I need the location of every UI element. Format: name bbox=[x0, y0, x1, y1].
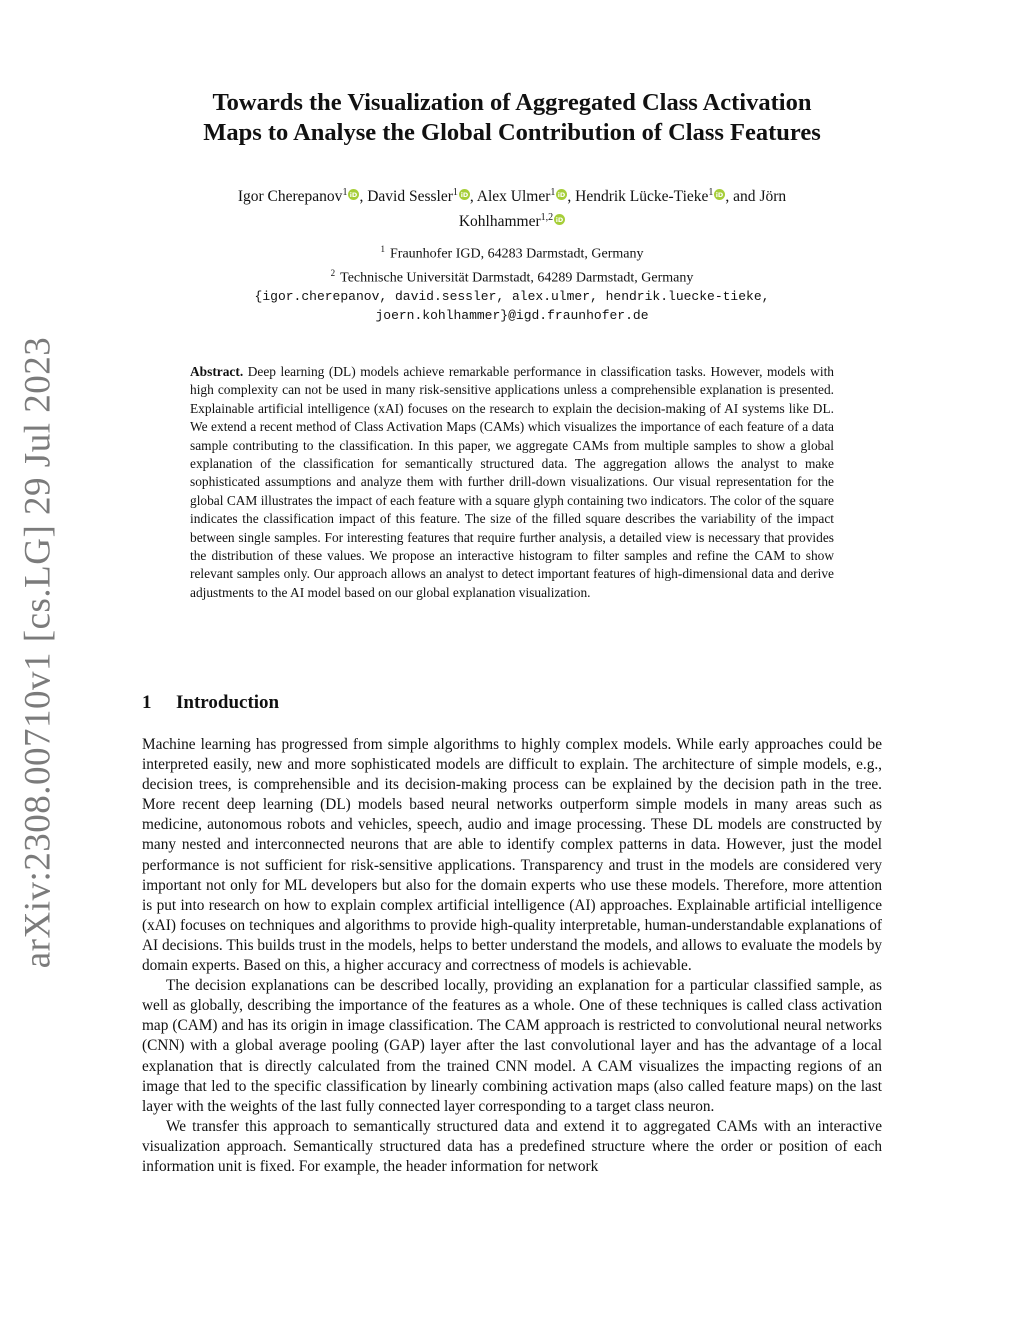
email-line-1[interactable]: {igor.cherepanov, david.sessler, alex.ulmer, hendrik.luecke-tieke, bbox=[254, 289, 770, 305]
author-name: David Sessler bbox=[367, 188, 453, 206]
title-line-2: Maps to Analyse the Global Contribution of Class Features bbox=[203, 119, 821, 146]
section-heading-introduction bbox=[142, 691, 542, 715]
affiliation bbox=[170, 240, 854, 264]
author-affiliation-mark: 1,2 bbox=[540, 212, 554, 224]
author bbox=[367, 188, 470, 205]
paragraph: We transfer this approach to semantically structured data and extend it to aggregated CAMs with an interactive visualization approach. Semantically structured data has a predefined structure where the order or position of each information unit is fixed. For example, the header information for network bbox=[142, 1117, 882, 1175]
orcid-icon[interactable] bbox=[348, 189, 359, 200]
affiliation-block bbox=[170, 240, 854, 325]
arxiv-identifier-stamp bbox=[12, 336, 64, 969]
author-name: Alex Ulmer bbox=[476, 188, 551, 206]
author-affiliation-mark: 1 bbox=[550, 187, 556, 198]
orcid-icon[interactable] bbox=[459, 189, 470, 200]
email-users: joern.kohlhammer} bbox=[375, 307, 509, 323]
author-name-last-first: Jörn bbox=[759, 188, 787, 206]
email-domain: @igd.fraunhofer.de bbox=[508, 307, 649, 323]
author-affiliation-mark: 1 bbox=[342, 187, 348, 198]
author bbox=[238, 188, 360, 205]
svg-text:iD: iD bbox=[716, 191, 724, 200]
abstract bbox=[190, 363, 834, 602]
introduction-body bbox=[142, 735, 882, 1177]
author bbox=[575, 188, 725, 205]
orcid-icon[interactable] bbox=[554, 214, 565, 225]
paragraph: Machine learning has progressed from simple algorithms to highly complex models. While early approaches could be interpreted easily, new and more sophisticated models are difficult to explain. The architecture of simple models, e.g., decision trees, is comprehensible and its decision-making process can be explained by the decision path in the tree. More recent deep learning (DL) models based neural networks outperform simple models in many areas such as medicine, autonomous robots and vehicles, speech, audio and image processing. These DL models are constructed by many nested and interconnected neurons that are able to identify complex patterns in data. However, just the model performance is not sufficient for risk-sensitive applications. Transparency and trust in the models are considered very important not only for ML developers but also for the domain experts who use these models. Therefore, more attention is put into research on how to explain complex artificial intelligence (AI) approaches. Explainable artificial intelligence (xAI) focuses on techniques and algorithms to provide high-quality interpretable, human-understandable explanations of AI decisions. This builds trust in the models, helps to better understand the models, and allows to evaluate the models by domain experts. Based on this, a higher accuracy and correctness of models is achievable. bbox=[142, 736, 882, 975]
author-name-last-rest: Kohlhammer bbox=[458, 213, 541, 231]
orcid-icon[interactable] bbox=[714, 189, 725, 200]
svg-text:iD: iD bbox=[350, 191, 358, 200]
author-separator: , bbox=[469, 188, 477, 206]
author-affiliation-mark: 1 bbox=[452, 187, 458, 198]
abstract-label: Abstract. bbox=[190, 364, 244, 379]
author-name: Hendrik Lücke-Tieke bbox=[575, 188, 709, 206]
section-number: 1 bbox=[142, 692, 152, 713]
title-line-1: Towards the Visualization of Aggregated Class Activation bbox=[212, 89, 812, 116]
affiliation bbox=[170, 264, 854, 288]
author bbox=[459, 213, 565, 230]
arxiv-identifier-text: arXiv:2308.00710v1 [cs.LG] 29 Jul 2023 bbox=[17, 336, 59, 969]
author bbox=[477, 188, 568, 205]
affiliation-text: Fraunhofer IGD, 64283 Darmstadt, Germany bbox=[390, 246, 644, 262]
section-title: Introduction bbox=[176, 692, 280, 713]
author-separator: , bbox=[567, 188, 576, 206]
author-separator: , bbox=[359, 188, 368, 206]
affiliation-number: 1 bbox=[380, 244, 385, 254]
svg-text:iD: iD bbox=[460, 191, 469, 200]
paragraph: The decision explanations can be described locally, providing an explanation for a particular classified sample, as well as globally, describing the importance of the features as a whole. One of these techniques is called class activation map (CAM) and has its origin in image classification. The CAM approach is restricted to convolutional neural networks (CNN) with a global average pooling (GAP) layer after the last convolutional layer and has the advantage of a local explanation that is directly calculated from the trained CNN model. A CAM visualizes the impacting regions of an image that led to the specific classification by linearly combining activation maps (also called feature maps) on the last layer with the weights of the last fully connected layer corresponding to a target class neuron. bbox=[142, 977, 882, 1115]
author-separator: , and bbox=[725, 188, 760, 206]
svg-text:iD: iD bbox=[555, 216, 564, 225]
paper-title bbox=[140, 88, 884, 148]
author-affiliation-mark: 1 bbox=[708, 187, 714, 198]
author-list bbox=[170, 182, 854, 232]
abstract-text: Deep learning (DL) models achieve remarkable performance in classification tasks. However, models with high complexity can not be used in many risk-sensitive applications unless a comprehensible explanation is presented. Explainable artificial intelligence (xAI) focuses on the research to explain the decision-making of AI systems like DL. We extend a recent method of Class Activation Maps (CAMs) which visualizes the importance of each feature of a data sample contributing to the classification. In this paper, we aggregate CAMs from multiple samples to show a global explanation of the classification for semantically structured data. The aggregation allows the analyst to make sophisticated assumptions and analyze them with further drill-down visualizations. Our visual representation for the global CAM illustrates the impact of each feature with a square glyph containing two indicators. The color of the square indicates the classification impact of this feature. The size of the filled square describes the variability of the impact between single samples. For interesting features that require further analysis, a detailed view is necessary that provides the distribution of these values. We propose an interactive histogram to filter samples and refine the CAM to show relevant samples only. Our approach allows an analyst to detect important features of high-dimensional data and derive adjustments to the AI model based on our global explanation visualization. bbox=[190, 364, 834, 600]
svg-text:iD: iD bbox=[558, 191, 566, 200]
affiliation-text: Technische Universität Darmstadt, 64289 Darmstadt, Germany bbox=[340, 270, 694, 286]
author-name: Igor Cherepanov bbox=[237, 188, 343, 206]
affiliation-number: 2 bbox=[330, 268, 336, 279]
email-line-2[interactable] bbox=[170, 307, 854, 326]
orcid-icon[interactable] bbox=[556, 189, 567, 200]
